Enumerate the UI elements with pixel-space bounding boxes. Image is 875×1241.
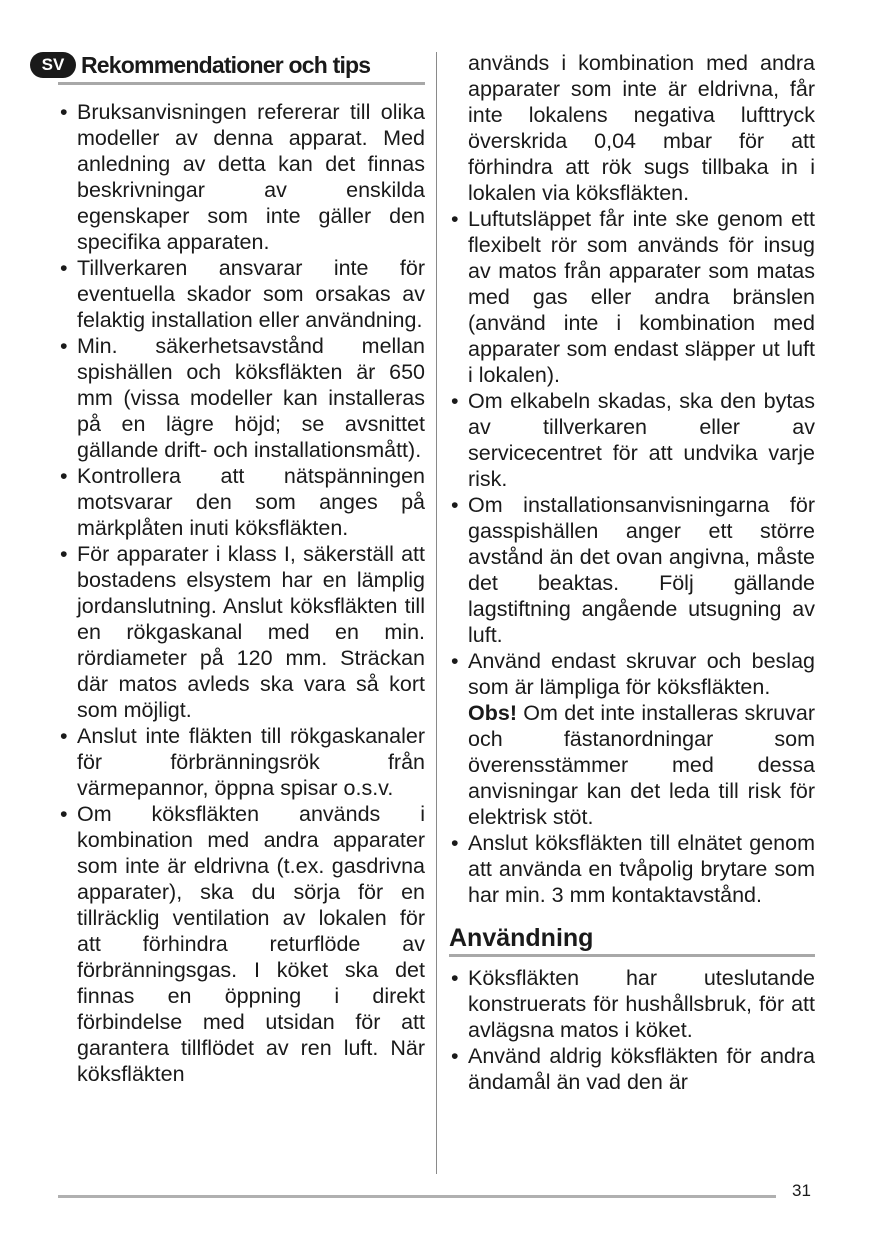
list-item: • Tillverkaren ansvarar inte för eventuella skador som orsakas av felaktig installation eller användning.	[58, 255, 425, 333]
footer-rule	[58, 1195, 776, 1198]
list-item: • Anslut inte fläkten till rökgaskanaler för förbränningsrök från värmepannor, öppna spisar o.s.v.	[58, 723, 425, 801]
recommendations-list-end	[449, 830, 815, 908]
section-title-recommendations: Rekommendationer och tips	[81, 52, 371, 78]
list-item: • Använd aldrig köksfläkten för andra ändamål än vad den är	[449, 1043, 815, 1095]
note-label: Obs!	[468, 701, 517, 725]
section-heading-row	[41, 50, 425, 85]
note-paragraph	[449, 700, 815, 830]
list-item: • Kontrollera att nätspänningen motsvarar den som anges på märkplåten inuti köksfläkten.	[58, 463, 425, 541]
column-divider	[436, 52, 437, 1174]
list-item: • Om elkabeln skadas, ska den bytas av tillverkaren eller av servicecentret för att undvika varje risk.	[449, 388, 815, 492]
list-item: • För apparater i klass I, säkerställ att bostadens elsystem har en lämplig jordanslutning. Anslut köksfläkten till en rökgaskanal med en min. rördiameter på 120 mm. Sträckan där matos avleds ska vara så kort som möjligt.	[58, 541, 425, 723]
list-item: • Bruksanvisningen refererar till olika modeller av denna apparat. Med anledning av detta kan det finnas beskrivningar av enskilda egenskaper som inte gäller den specifika apparaten.	[58, 99, 425, 255]
list-item: • Luftutsläppet får inte ske genom ett flexibelt rör som används för insug av matos från apparater som matas med gas eller andra bränslen (använd inte i kombination med apparater som endast släpper ut luft i lokalen).	[449, 206, 815, 388]
recommendations-list	[58, 99, 425, 1087]
list-item: • Om köksfläkten används i kombination med andra apparater som inte är eldrivna (t.ex. gasdrivna apparater), ska du sörja för en tillräcklig ventilation av lokalen för att förhindra returflöde av förbränningsgas. I köket ska det finnas en öppning i direkt förbindelse med utsidan för att garantera tillflödet av ren luft. När köksfläkten	[58, 801, 425, 1087]
list-item: • Min. säkerhetsavstånd mellan spishällen och köksfläkten är 650 mm (vissa modeller kan installeras på en lägre höjd; se avsnittet gällande drift- och installationsmått).	[58, 333, 425, 463]
page-number: 31	[792, 1181, 811, 1200]
list-item: • Om installationsanvisningarna för gasspishällen anger ett större avstånd än det ovan angivna, måste det beaktas. Följ gällande lagstiftning angående utsugning av luft.	[449, 492, 815, 648]
section-title-usage: Användning	[449, 922, 815, 957]
list-item: • Köksfläkten har uteslutande konstruerats för hushållsbruk, för att avlägsna matos i köket.	[449, 965, 815, 1043]
list-item: • Anslut köksfläkten till elnätet genom att använda en tvåpolig brytare som har min. 3 mm kontaktavstånd.	[449, 830, 815, 908]
right-column	[449, 50, 815, 1095]
recommendations-list-continued	[449, 206, 815, 700]
list-item: • Använd endast skruvar och beslag som är lämpliga för köksfläkten.	[449, 648, 815, 700]
usage-list	[449, 965, 815, 1095]
continued-paragraph: används i kombination med andra apparater som inte är eldrivna, får inte lokalens negativa lufttryck överskrida 0,04 mbar för att förhindra att rök sugs tillbaka in i lokalen via köksfläkten.	[468, 51, 815, 205]
left-column	[41, 50, 425, 1087]
language-badge: SV	[30, 52, 76, 78]
note-text: Om det inte installeras skruvar och fästanordningar som överensstämmer med dessa anvisningar kan det leda till risk för elektrisk stöt.	[468, 701, 815, 829]
